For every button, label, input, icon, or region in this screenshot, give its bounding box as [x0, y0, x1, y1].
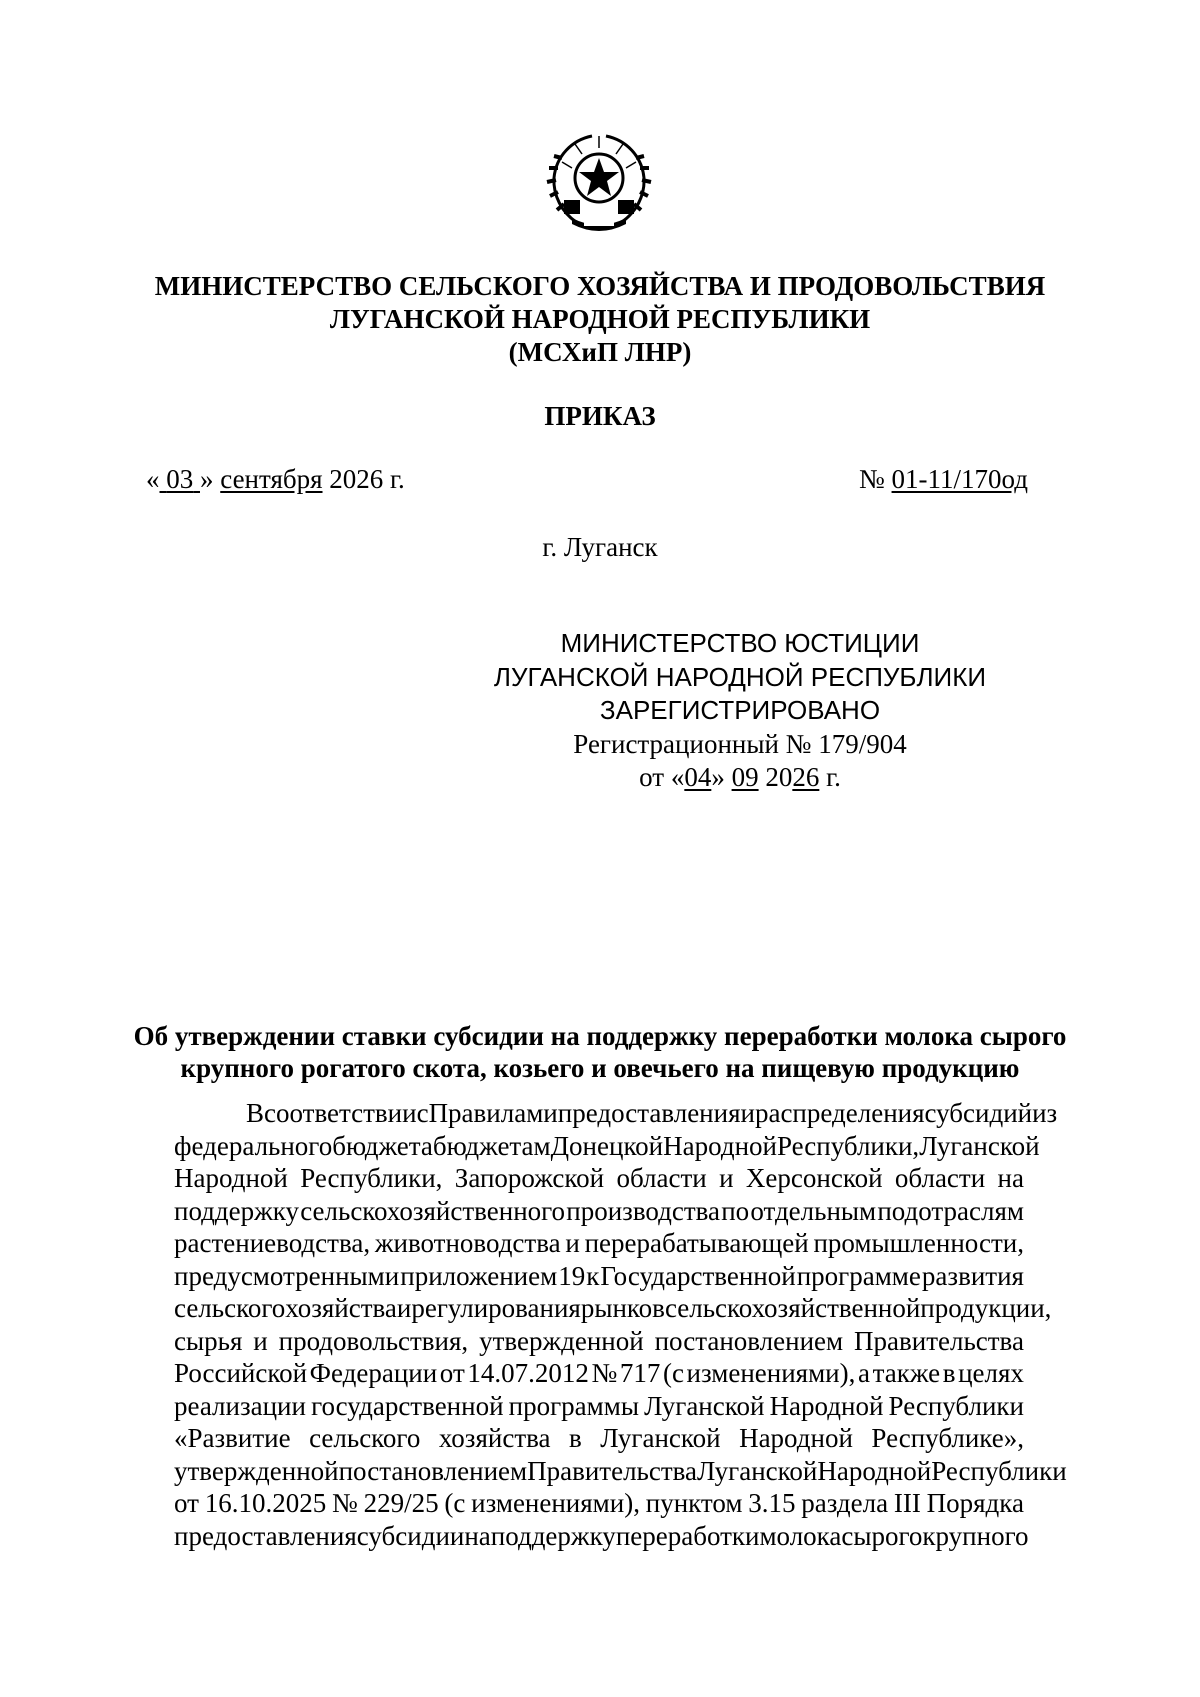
ministry-header: [0, 270, 1200, 369]
order-number-prefix: №: [859, 464, 885, 494]
order-date: [146, 463, 405, 495]
body-line: сырья и продовольствия, утвержденной постановлением Правительства: [174, 1325, 1024, 1356]
body-line: растениеводства, животноводства и перерабатывающей промышленности,: [174, 1228, 1024, 1258]
ministry-name-line-2: ЛУГАНСКОЙ НАРОДНОЙ РЕСПУБЛИКИ: [329, 304, 871, 334]
coat-of-arms-icon: [542, 128, 656, 238]
subject-line-2: крупного рогатого скота, козьего и овечьего на пищевую продукцию: [180, 1053, 1020, 1083]
body-paragraph: [174, 1097, 1067, 1552]
ministry-abbreviation: (МСХиП ЛНР): [508, 337, 692, 367]
order-subject: [0, 1020, 1200, 1084]
body-line: утвержденной постановлением Правительства Луганской Народной Республики: [174, 1455, 1067, 1486]
stamp-registration-number: Регистрационный № 179/904: [573, 728, 907, 759]
body-line: предоставления субсидии на поддержку переработки молока сырого крупного: [174, 1520, 1029, 1551]
body-line: Народной Республики, Запорожской области и Херсонской области на: [174, 1163, 1024, 1193]
body-line: реализации государственной программы Луганской Народной Республики: [174, 1390, 1024, 1421]
order-number-value: 01-11/170од: [891, 464, 1028, 494]
date-year: 2026 г.: [329, 464, 405, 494]
stamp-line-2: ЛУГАНСКОЙ НАРОДНОЙ РЕСПУБЛИКИ: [493, 661, 987, 692]
registration-stamp: [490, 627, 990, 795]
date-day: 03: [166, 464, 194, 494]
stamp-line-1: МИНИСТЕРСТВО ЮСТИЦИИ: [560, 628, 920, 658]
subject-line-1: Об утверждении ставки субсидии на поддержку переработки молока сырого: [133, 1021, 1067, 1051]
date-month: сентября: [220, 464, 323, 494]
body-line: от 16.10.2025 № 229/25 (с изменениями), пунктом 3.15 раздела III Порядка: [174, 1488, 1024, 1518]
stamp-registration-date: от «04» 09 2026 г.: [639, 762, 841, 792]
body-line: сельского хозяйства и регулирования рынков сельскохозяйственной продукции,: [174, 1293, 1052, 1323]
body-line: Российской Федерации от 14.07.2012 № 717 (с изменениями), а также в целях: [174, 1358, 1024, 1388]
stamp-line-3: ЗАРЕГИСТРИРОВАНО: [599, 695, 881, 725]
body-line: федерального бюджета бюджетам Донецкой Народной Республики, Луганской: [174, 1130, 1040, 1161]
body-line: В соответствии с Правилами предоставления и распределения субсидий из: [246, 1098, 1058, 1128]
body-line: предусмотренными приложением 19 к Государственной программе развития: [174, 1260, 1024, 1291]
order-number: [859, 463, 1028, 495]
date-open-quote: «: [146, 464, 160, 494]
city: г. Луганск: [542, 532, 658, 562]
document-type: ПРИКАЗ: [544, 401, 656, 431]
body-line: поддержку сельскохозяйственного производства по отдельным подотраслям: [174, 1195, 1024, 1226]
ministry-name-line-1: МИНИСТЕРСТВО СЕЛЬСКОГО ХОЗЯЙСТВА И ПРОДОВОЛЬСТВИЯ: [154, 271, 1046, 301]
body-line: «Развитие сельского хозяйства в Луганской Народной Республике»,: [174, 1423, 1024, 1453]
date-close-quote: »: [200, 464, 214, 494]
